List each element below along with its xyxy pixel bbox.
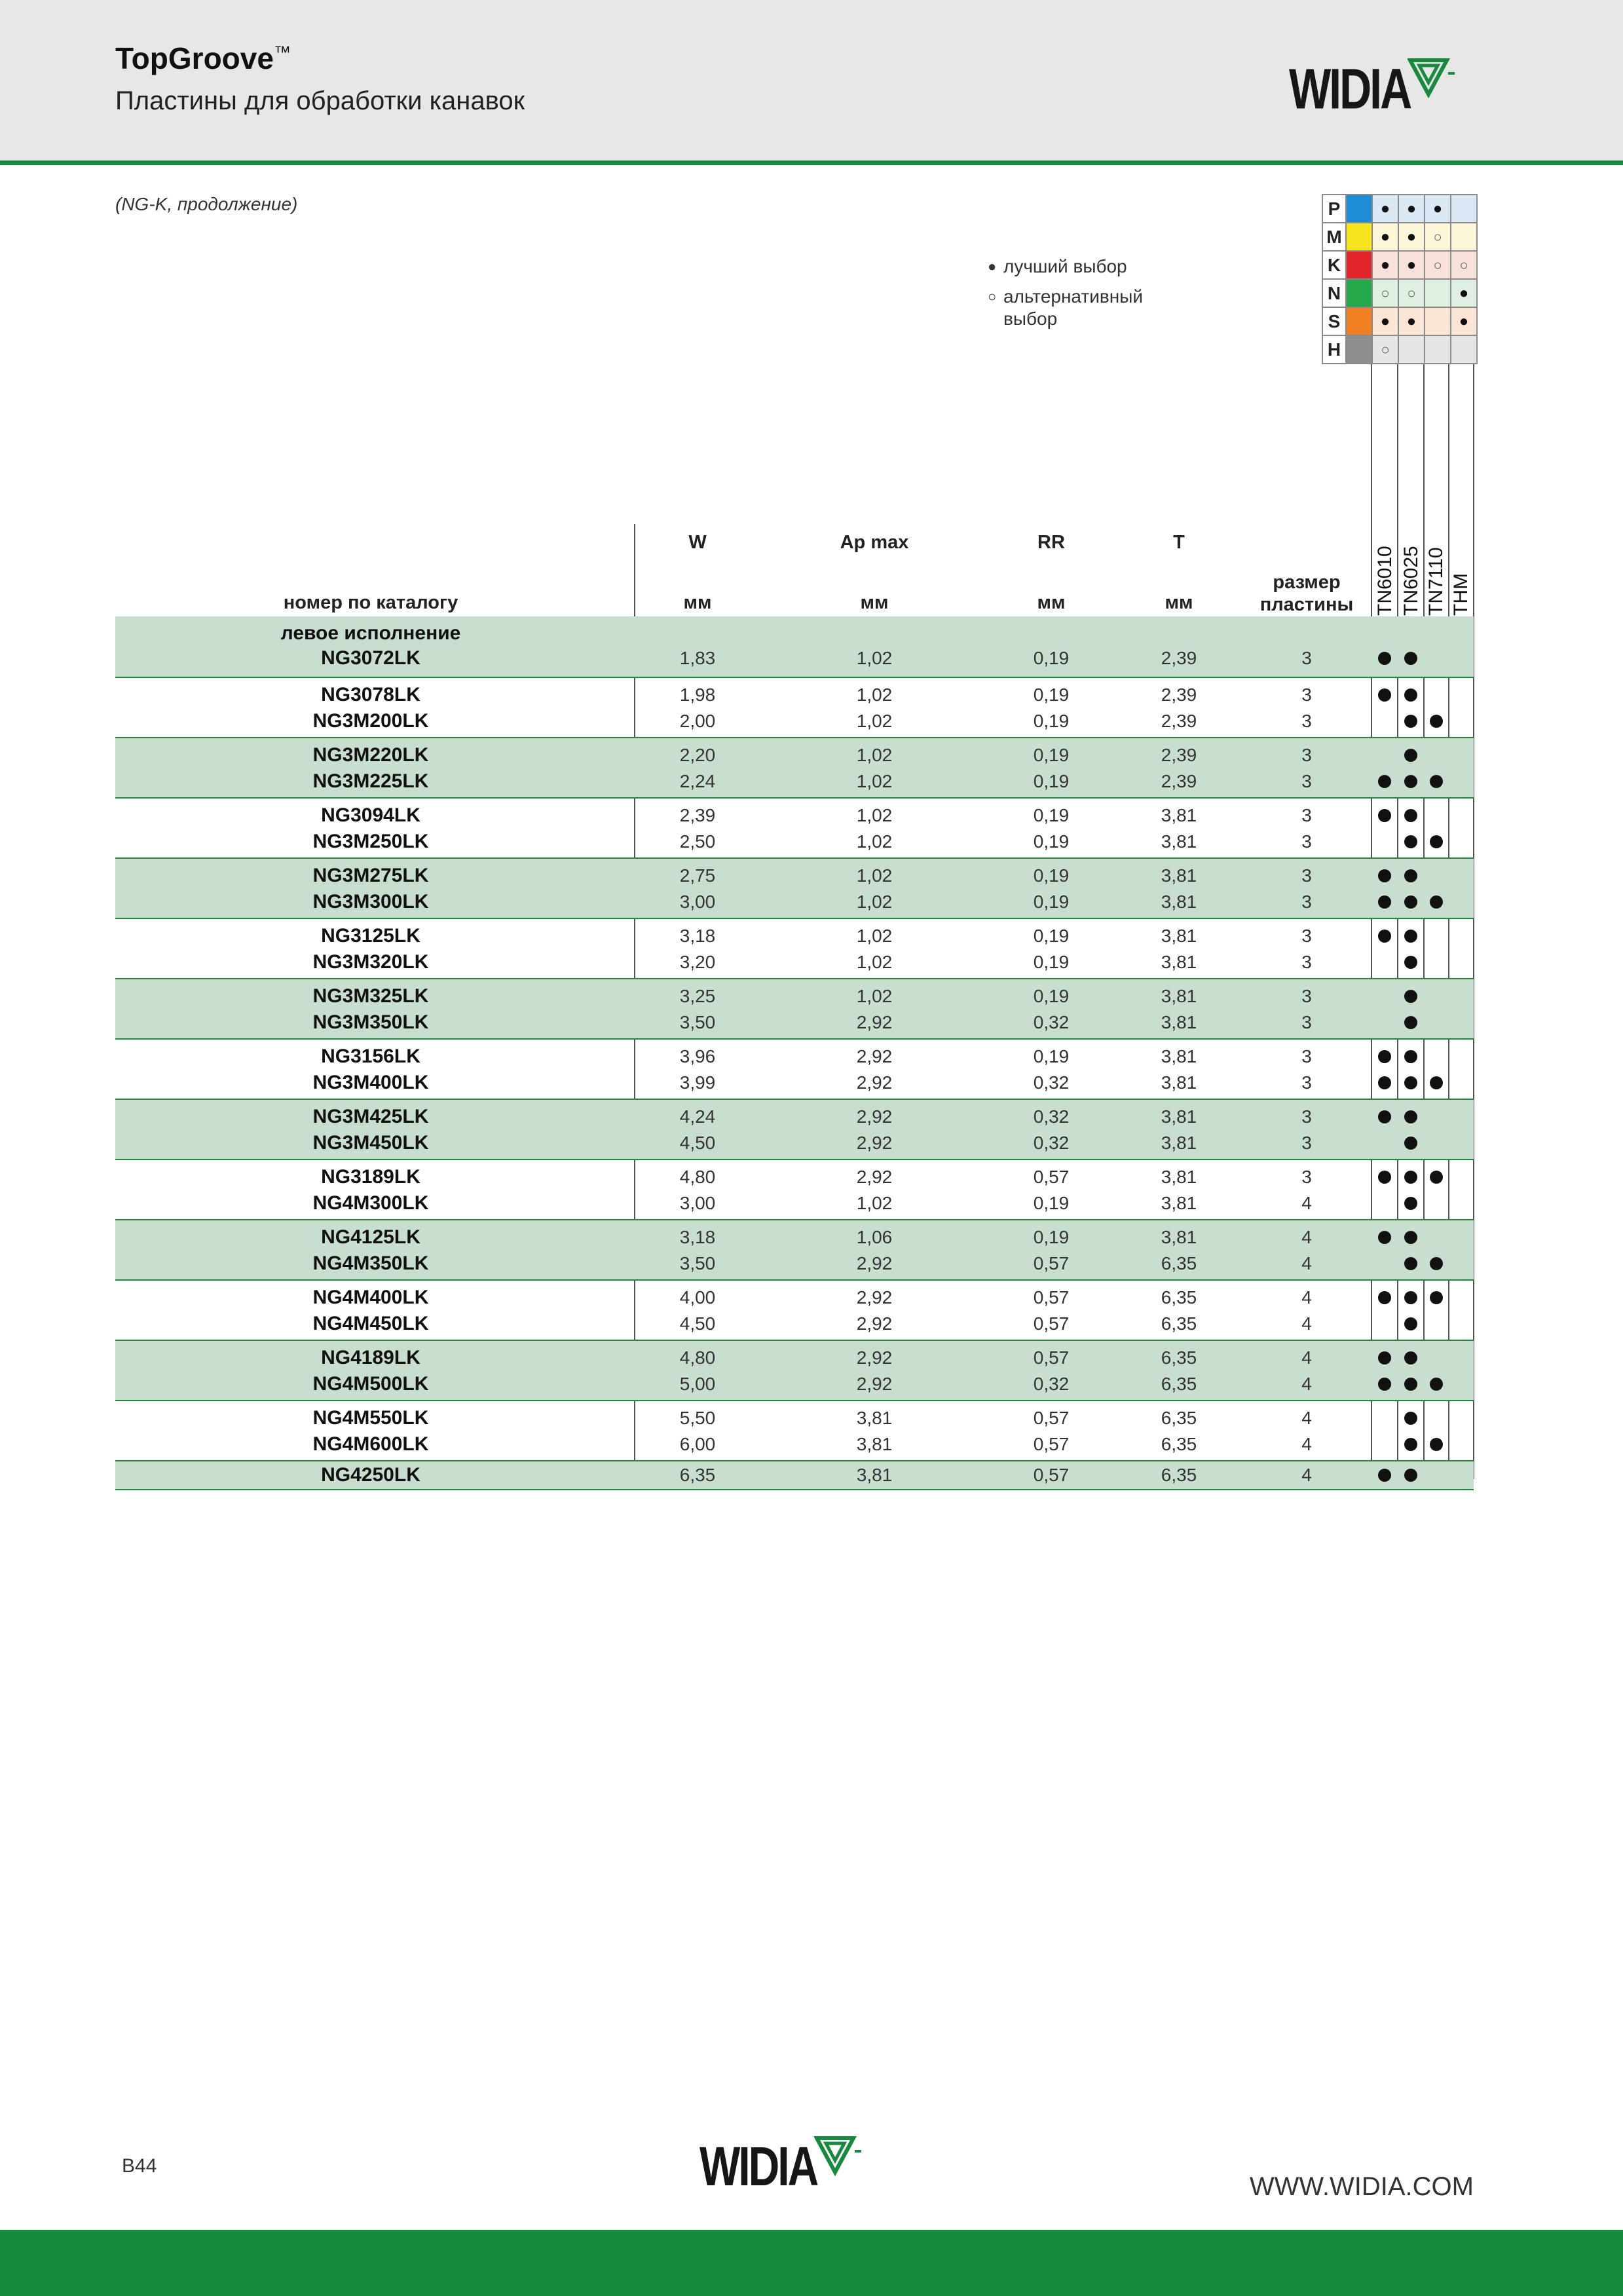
value-w: 2,75 xyxy=(679,865,716,886)
col-t: T xyxy=(1173,532,1185,553)
value-ap: 1,02 xyxy=(856,1193,893,1213)
value-size: 4 xyxy=(1301,1465,1312,1485)
catalog-number: NG3125LK xyxy=(321,925,420,947)
grade-dot-tn6010 xyxy=(1378,1050,1391,1063)
value-w: 1,98 xyxy=(679,685,716,705)
legend xyxy=(988,255,1143,330)
value-size: 4 xyxy=(1301,1408,1312,1428)
grade-dot-tn6010 xyxy=(1378,688,1391,702)
value-w: 3,99 xyxy=(679,1072,716,1093)
material-mark: ● xyxy=(1398,251,1425,279)
catalog-number: NG3189LK xyxy=(321,1166,420,1188)
value-w: 4,50 xyxy=(679,1313,716,1334)
value-ap: 2,92 xyxy=(856,1133,893,1153)
value-t: 3,81 xyxy=(1161,1133,1197,1153)
value-size: 3 xyxy=(1301,986,1312,1006)
value-size: 3 xyxy=(1301,831,1312,852)
value-w: 5,50 xyxy=(679,1408,716,1428)
widia-triangle-icon xyxy=(1408,56,1456,98)
grade-dot-tn6010 xyxy=(1378,869,1391,882)
grade-dot-tn7110 xyxy=(1430,1438,1443,1451)
value-t: 2,39 xyxy=(1161,685,1197,705)
value-rr: 0,19 xyxy=(1033,892,1070,912)
col-t-unit: мм xyxy=(1165,592,1193,613)
value-size: 4 xyxy=(1301,1374,1312,1394)
value-w: 3,50 xyxy=(679,1253,716,1273)
col-ap-unit: мм xyxy=(860,592,889,613)
catalog-number: NG3M325LK xyxy=(312,985,429,1007)
catalog-number: NG4189LK xyxy=(321,1347,420,1368)
value-w: 3,00 xyxy=(679,1193,716,1213)
value-ap: 2,92 xyxy=(856,1287,893,1308)
value-w: 3,50 xyxy=(679,1012,716,1032)
value-rr: 0,19 xyxy=(1033,952,1070,972)
value-ap: 1,02 xyxy=(856,892,893,912)
value-w: 4,24 xyxy=(679,1106,716,1127)
value-w: 3,18 xyxy=(679,1227,716,1247)
grade-dot-tn6010 xyxy=(1378,1110,1391,1123)
value-rr: 0,19 xyxy=(1033,1046,1070,1066)
section-label: левое исполнение xyxy=(280,622,461,644)
value-size: 3 xyxy=(1301,865,1312,886)
value-t: 6,35 xyxy=(1161,1465,1197,1485)
grade-dot-tn6025 xyxy=(1404,930,1417,943)
value-rr: 0,19 xyxy=(1033,648,1070,668)
value-ap: 1,02 xyxy=(856,831,893,852)
value-ap: 2,92 xyxy=(856,1106,893,1127)
value-size: 4 xyxy=(1301,1347,1312,1368)
value-t: 3,81 xyxy=(1161,926,1197,946)
catalog-number: NG3M300LK xyxy=(312,891,429,913)
catalog-number: NG3156LK xyxy=(321,1045,420,1067)
value-t: 3,81 xyxy=(1161,1046,1197,1066)
value-size: 3 xyxy=(1301,1012,1312,1032)
grade-dot-tn7110 xyxy=(1430,895,1443,909)
value-size: 3 xyxy=(1301,952,1312,972)
value-rr: 0,19 xyxy=(1033,831,1070,852)
material-row-h xyxy=(1322,335,1477,364)
value-rr: 0,57 xyxy=(1033,1347,1070,1368)
material-row-n xyxy=(1322,279,1477,307)
catalog-number: NG4M450LK xyxy=(312,1313,429,1334)
grade-dot-tn7110 xyxy=(1430,715,1443,728)
value-ap: 3,81 xyxy=(856,1434,893,1454)
value-ap: 2,92 xyxy=(856,1313,893,1334)
value-w: 4,80 xyxy=(679,1167,716,1187)
grade-dot-tn7110 xyxy=(1430,835,1443,848)
grade-dot-tn6025 xyxy=(1404,1171,1417,1184)
material-mark: ● xyxy=(1372,223,1398,251)
value-rr: 0,32 xyxy=(1033,1072,1070,1093)
catalog-number: NG3M200LK xyxy=(312,710,429,732)
value-size: 3 xyxy=(1301,1106,1312,1127)
grade-dot-tn6010 xyxy=(1378,1231,1391,1244)
value-rr: 0,19 xyxy=(1033,771,1070,791)
material-mark: ● xyxy=(1398,223,1425,251)
value-size: 4 xyxy=(1301,1434,1312,1454)
grade-dot-tn6025 xyxy=(1404,652,1417,665)
material-mark xyxy=(1398,335,1425,364)
value-t: 6,35 xyxy=(1161,1253,1197,1273)
col-catalog: номер по каталогу xyxy=(283,592,458,613)
value-size: 3 xyxy=(1301,926,1312,946)
value-rr: 0,19 xyxy=(1033,805,1070,825)
material-mark: ○ xyxy=(1372,335,1398,364)
value-rr: 0,57 xyxy=(1033,1434,1070,1454)
value-ap: 1,02 xyxy=(856,865,893,886)
value-t: 2,39 xyxy=(1161,648,1197,668)
value-w: 6,00 xyxy=(679,1434,716,1454)
value-t: 6,35 xyxy=(1161,1434,1197,1454)
material-mark: ● xyxy=(1425,195,1451,223)
value-w: 3,25 xyxy=(679,986,716,1006)
value-w: 4,50 xyxy=(679,1133,716,1153)
material-row-k xyxy=(1322,251,1477,279)
page-header xyxy=(0,0,1623,165)
value-t: 3,81 xyxy=(1161,1012,1197,1032)
grade-dot-tn6010 xyxy=(1378,1469,1391,1482)
catalog-number: NG3M220LK xyxy=(312,744,429,766)
grade-dot-tn6025 xyxy=(1404,715,1417,728)
grade-dot-tn7110 xyxy=(1430,1291,1443,1304)
grade-tn6025: TN6025 xyxy=(1400,546,1422,616)
value-rr: 0,32 xyxy=(1033,1106,1070,1127)
grade-dot-tn7110 xyxy=(1430,1378,1443,1391)
catalog-number: NG3M320LK xyxy=(312,951,429,973)
catalog-number: NG3078LK xyxy=(321,684,420,706)
value-rr: 0,19 xyxy=(1033,865,1070,886)
catalog-number: NG3M225LK xyxy=(312,770,429,792)
value-w: 3,20 xyxy=(679,952,716,972)
catalog-number: NG3072LK xyxy=(321,647,420,669)
value-rr: 0,32 xyxy=(1033,1012,1070,1032)
value-rr: 0,32 xyxy=(1033,1374,1070,1394)
value-t: 3,81 xyxy=(1161,1227,1197,1247)
footer-widia-logo: WIDIA xyxy=(700,2134,863,2184)
grade-dot-tn6025 xyxy=(1404,1016,1417,1029)
material-label: K xyxy=(1322,251,1346,279)
grade-dot-tn6010 xyxy=(1378,895,1391,909)
value-ap: 2,92 xyxy=(856,1012,893,1032)
value-size: 3 xyxy=(1301,1046,1312,1066)
material-mark: ○ xyxy=(1372,279,1398,307)
value-t: 3,81 xyxy=(1161,1072,1197,1093)
material-mark: ● xyxy=(1372,251,1398,279)
grade-dot-tn6010 xyxy=(1378,652,1391,665)
material-swatch xyxy=(1346,195,1372,223)
material-swatch xyxy=(1346,279,1372,307)
grade-dot-tn6010 xyxy=(1378,809,1391,822)
material-chart xyxy=(1322,194,1478,364)
value-rr: 0,19 xyxy=(1033,1193,1070,1213)
value-t: 2,39 xyxy=(1161,711,1197,731)
material-mark xyxy=(1425,307,1451,335)
grade-dot-tn7110 xyxy=(1430,775,1443,788)
value-t: 2,39 xyxy=(1161,771,1197,791)
grade-dot-tn6025 xyxy=(1404,869,1417,882)
value-rr: 0,19 xyxy=(1033,685,1070,705)
value-size: 3 xyxy=(1301,771,1312,791)
value-rr: 0,57 xyxy=(1033,1253,1070,1273)
value-ap: 1,02 xyxy=(856,805,893,825)
col-w-unit: мм xyxy=(683,592,712,613)
material-mark xyxy=(1425,279,1451,307)
value-t: 6,35 xyxy=(1161,1313,1197,1334)
col-rr: RR xyxy=(1037,532,1065,553)
value-w: 3,18 xyxy=(679,926,716,946)
website-url: WWW.WIDIA.COM xyxy=(1249,2172,1474,2201)
value-w: 2,39 xyxy=(679,805,716,825)
value-ap: 2,92 xyxy=(856,1072,893,1093)
catalog-number: NG4M600LK xyxy=(312,1433,429,1455)
page-subtitle: Пластины для обработки канавок xyxy=(115,86,525,115)
grade-dot-tn6025 xyxy=(1404,1378,1417,1391)
value-t: 3,81 xyxy=(1161,805,1197,825)
value-ap: 1,02 xyxy=(856,771,893,791)
value-ap: 1,02 xyxy=(856,711,893,731)
value-size: 4 xyxy=(1301,1193,1312,1213)
value-w: 3,00 xyxy=(679,892,716,912)
grade-dot-tn6010 xyxy=(1378,1291,1391,1304)
grade-dot-tn6025 xyxy=(1404,749,1417,762)
grade-tn7110: TN7110 xyxy=(1425,547,1447,616)
value-ap: 1,02 xyxy=(856,745,893,765)
catalog-number: NG3M350LK xyxy=(312,1011,429,1033)
value-ap: 2,92 xyxy=(856,1374,893,1394)
grade-dot-tn6025 xyxy=(1404,688,1417,702)
value-w: 2,20 xyxy=(679,745,716,765)
value-t: 3,81 xyxy=(1161,952,1197,972)
grade-dot-tn6025 xyxy=(1404,956,1417,969)
value-w: 2,50 xyxy=(679,831,716,852)
page-title: TopGroove™ xyxy=(115,41,291,75)
value-size: 3 xyxy=(1301,1133,1312,1153)
value-t: 3,81 xyxy=(1161,831,1197,852)
grade-dot-tn6010 xyxy=(1378,1076,1391,1089)
value-rr: 0,19 xyxy=(1033,711,1070,731)
empty-dot-icon: ○ xyxy=(988,288,997,305)
value-rr: 0,19 xyxy=(1033,926,1070,946)
value-w: 2,00 xyxy=(679,711,716,731)
value-t: 3,81 xyxy=(1161,892,1197,912)
grade-thm: THM xyxy=(1450,573,1472,616)
material-label: M xyxy=(1322,223,1346,251)
value-size: 3 xyxy=(1301,711,1312,731)
catalog-number: NG4250LK xyxy=(321,1464,420,1486)
grade-dot-tn6025 xyxy=(1404,775,1417,788)
catalog-number: NG4M300LK xyxy=(312,1192,429,1214)
grade-dot-tn7110 xyxy=(1430,1171,1443,1184)
material-mark: ○ xyxy=(1398,279,1425,307)
continuation-note: (NG-K, продолжение) xyxy=(115,194,298,214)
value-w: 1,83 xyxy=(679,648,716,668)
material-label: S xyxy=(1322,307,1346,335)
grade-dot-tn7110 xyxy=(1430,1257,1443,1270)
value-rr: 0,57 xyxy=(1033,1167,1070,1187)
grade-dot-tn6025 xyxy=(1404,1469,1417,1482)
value-w: 5,00 xyxy=(679,1374,716,1394)
catalog-number: NG4M400LK xyxy=(312,1287,429,1308)
grade-tn6010: TN6010 xyxy=(1374,546,1396,616)
material-mark: ○ xyxy=(1425,251,1451,279)
grade-dot-tn6010 xyxy=(1378,1171,1391,1184)
grade-dot-tn6025 xyxy=(1404,1076,1417,1089)
col-w: W xyxy=(688,532,707,553)
value-w: 6,35 xyxy=(679,1465,716,1485)
value-size: 3 xyxy=(1301,685,1312,705)
material-label: P xyxy=(1322,195,1346,223)
catalog-number: NG3094LK xyxy=(321,804,420,826)
grade-dot-tn6025 xyxy=(1404,1412,1417,1425)
value-rr: 0,57 xyxy=(1033,1287,1070,1308)
material-mark xyxy=(1425,335,1451,364)
material-row-s xyxy=(1322,307,1477,335)
value-rr: 0,19 xyxy=(1033,1227,1070,1247)
value-size: 3 xyxy=(1301,805,1312,825)
value-rr: 0,57 xyxy=(1033,1408,1070,1428)
material-mark: ● xyxy=(1398,195,1425,223)
value-ap: 1,02 xyxy=(856,952,893,972)
value-size: 3 xyxy=(1301,1167,1312,1187)
material-swatch xyxy=(1346,335,1372,364)
grade-dot-tn6010 xyxy=(1378,1351,1391,1364)
value-ap: 1,06 xyxy=(856,1227,893,1247)
material-label: N xyxy=(1322,279,1346,307)
value-size: 3 xyxy=(1301,745,1312,765)
grade-dot-tn6025 xyxy=(1404,835,1417,848)
value-w: 3,96 xyxy=(679,1046,716,1066)
material-mark: ○ xyxy=(1425,223,1451,251)
value-rr: 0,57 xyxy=(1033,1465,1070,1485)
value-t: 3,81 xyxy=(1161,986,1197,1006)
material-row-p xyxy=(1322,195,1477,223)
col-ap: Ap max xyxy=(840,532,909,553)
catalog-number: NG3M450LK xyxy=(312,1132,429,1154)
value-t: 6,35 xyxy=(1161,1287,1197,1308)
value-size: 4 xyxy=(1301,1227,1312,1247)
value-ap: 1,02 xyxy=(856,648,893,668)
material-label: H xyxy=(1322,335,1346,364)
legend-alt: ○ альтернативный выбор xyxy=(988,286,1143,329)
catalog-number: NG4M500LK xyxy=(312,1373,429,1395)
value-rr: 0,19 xyxy=(1033,986,1070,1006)
grade-dot-tn6010 xyxy=(1378,775,1391,788)
value-rr: 0,57 xyxy=(1033,1313,1070,1334)
grade-dot-tn6025 xyxy=(1404,1257,1417,1270)
col-size: размер пластины xyxy=(1259,572,1354,615)
material-swatch xyxy=(1346,251,1372,279)
value-ap: 2,92 xyxy=(856,1167,893,1187)
value-size: 4 xyxy=(1301,1287,1312,1308)
value-ap: 2,92 xyxy=(856,1347,893,1368)
material-mark: ● xyxy=(1398,307,1425,335)
grade-dot-tn6025 xyxy=(1404,1110,1417,1123)
grade-dot-tn6010 xyxy=(1378,1378,1391,1391)
page-code: B44 xyxy=(122,2155,157,2177)
material-mark: ● xyxy=(1451,307,1477,335)
material-mark xyxy=(1451,223,1477,251)
grade-dot-tn6025 xyxy=(1404,1137,1417,1150)
value-t: 3,81 xyxy=(1161,1106,1197,1127)
material-mark: ● xyxy=(1372,307,1398,335)
material-mark xyxy=(1451,195,1477,223)
value-size: 4 xyxy=(1301,1313,1312,1334)
value-w: 4,80 xyxy=(679,1347,716,1368)
value-size: 3 xyxy=(1301,648,1312,668)
value-size: 4 xyxy=(1301,1253,1312,1273)
material-swatch xyxy=(1346,223,1372,251)
value-ap: 2,92 xyxy=(856,1253,893,1273)
catalog-number: NG3M250LK xyxy=(312,831,429,852)
material-mark: ● xyxy=(1451,279,1477,307)
value-ap: 1,02 xyxy=(856,685,893,705)
value-ap: 1,02 xyxy=(856,986,893,1006)
catalog-number: NG4M550LK xyxy=(312,1407,429,1429)
legend-best: ● лучший выбор xyxy=(988,256,1127,276)
value-t: 2,39 xyxy=(1161,745,1197,765)
value-t: 3,81 xyxy=(1161,1193,1197,1213)
catalog-number: NG3M425LK xyxy=(312,1106,429,1127)
grade-dot-tn6025 xyxy=(1404,1351,1417,1364)
catalog-number: NG3M275LK xyxy=(312,865,429,886)
grade-dot-tn6025 xyxy=(1404,1317,1417,1330)
value-t: 6,35 xyxy=(1161,1347,1197,1368)
value-size: 3 xyxy=(1301,1072,1312,1093)
value-ap: 3,81 xyxy=(856,1408,893,1428)
grade-dot-tn6025 xyxy=(1404,1291,1417,1304)
catalog-number: NG3M400LK xyxy=(312,1072,429,1093)
grade-dot-tn6025 xyxy=(1404,809,1417,822)
grade-dot-tn6025 xyxy=(1404,1231,1417,1244)
material-mark xyxy=(1451,335,1477,364)
value-t: 6,35 xyxy=(1161,1374,1197,1394)
value-t: 3,81 xyxy=(1161,865,1197,886)
filled-dot-icon: ● xyxy=(988,258,997,274)
material-mark: ● xyxy=(1372,195,1398,223)
value-ap: 2,92 xyxy=(856,1046,893,1066)
value-t: 6,35 xyxy=(1161,1408,1197,1428)
value-w: 4,00 xyxy=(679,1287,716,1308)
value-t: 3,81 xyxy=(1161,1167,1197,1187)
catalog-number: NG4125LK xyxy=(321,1226,420,1248)
grade-dot-tn6025 xyxy=(1404,1197,1417,1210)
value-ap: 3,81 xyxy=(856,1465,893,1485)
grade-dot-tn6010 xyxy=(1378,930,1391,943)
value-ap: 1,02 xyxy=(856,926,893,946)
value-rr: 0,32 xyxy=(1033,1133,1070,1153)
value-rr: 0,19 xyxy=(1033,745,1070,765)
grade-dot-tn6025 xyxy=(1404,895,1417,909)
grade-dot-tn6025 xyxy=(1404,1438,1417,1451)
material-swatch xyxy=(1346,307,1372,335)
widia-logo: WIDIA xyxy=(1289,56,1456,107)
footer-bar xyxy=(0,2230,1623,2296)
grade-dot-tn6025 xyxy=(1404,990,1417,1003)
grade-dot-tn7110 xyxy=(1430,1076,1443,1089)
value-size: 3 xyxy=(1301,892,1312,912)
catalog-number: NG4M350LK xyxy=(312,1252,429,1274)
col-rr-unit: мм xyxy=(1037,592,1066,613)
value-w: 2,24 xyxy=(679,771,716,791)
material-row-m xyxy=(1322,223,1477,251)
material-mark: ○ xyxy=(1451,251,1477,279)
grade-dot-tn6025 xyxy=(1404,1050,1417,1063)
widia-triangle-icon xyxy=(814,2134,863,2176)
